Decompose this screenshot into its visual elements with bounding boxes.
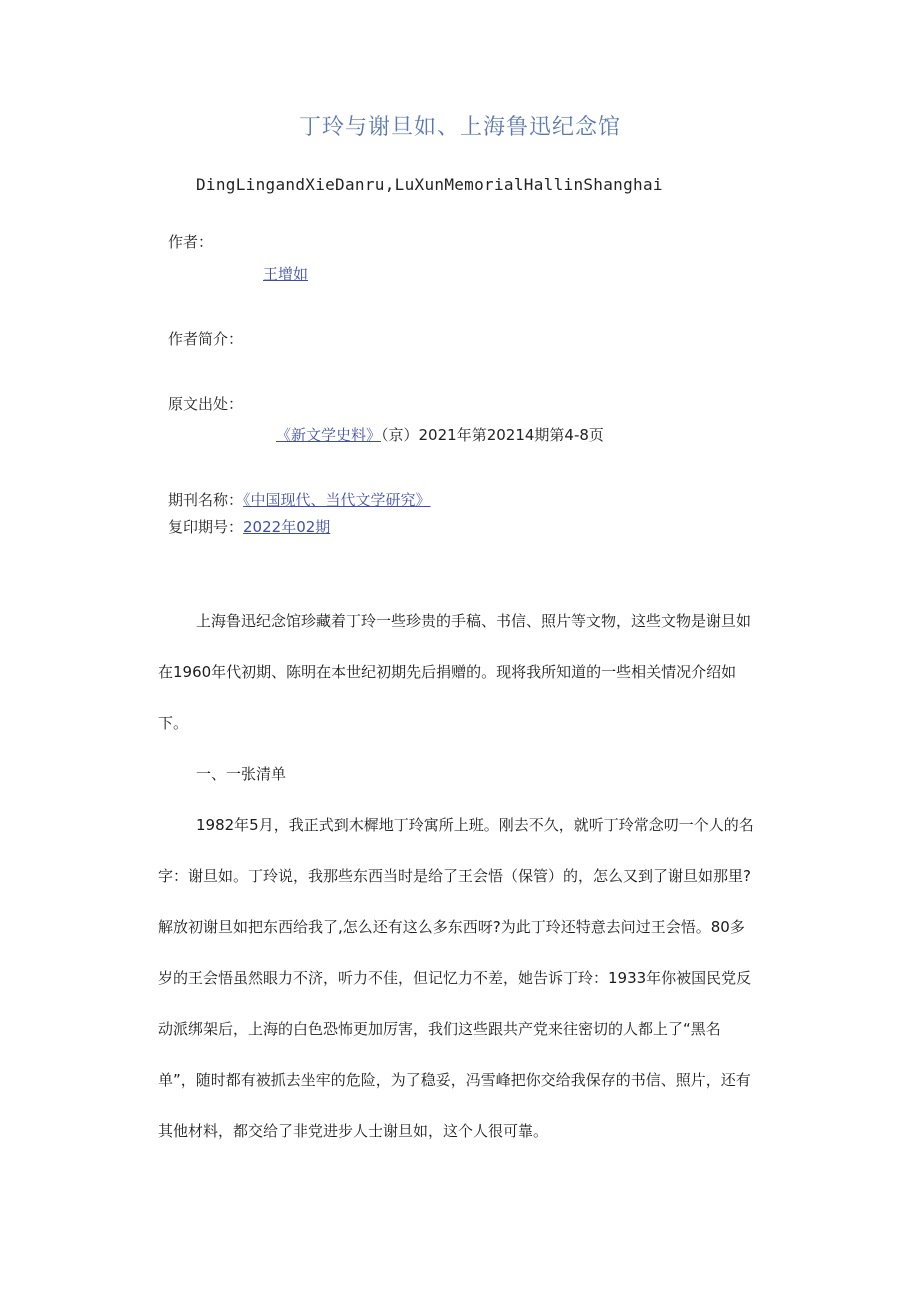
article-body	[158, 596, 758, 1157]
journal-name-row	[168, 489, 431, 510]
article-title: 丁玲与谢旦如、上海鲁迅纪念馆	[298, 115, 621, 140]
reprint-issue-row	[168, 516, 330, 537]
body-paragraph-2: 1982年5月，我正式到木樨地丁玲寓所上班。刚去不久，就听丁玲常念叨一个人的名字：谢旦如。丁玲说，我那些东西当时是给了王会悟（保管）的，怎么又到了谢旦如那里?解放初谢旦如把东西给我了,怎么还有这么多东西呀?为此丁玲还特意去问过王会悟。80多岁的王会悟虽然眼力不济，听力不佳，但记忆力不差，她告诉丁玲：1933年你被国民党反动派绑架后，上海的白色恐怖更加厉害，我们这些跟共产党来往密切的人都上了“黑名单”，随时都有被抓去坐牢的危险，为了稳妥，冯雪峰把你交给我保存的书信、照片，还有其他材料，都交给了非党进步人士谢旦如，这个人很可靠。	[158, 816, 754, 1140]
author-link[interactable]: 王增如	[263, 265, 309, 283]
reprint-issue-label: 复印期号：	[168, 518, 244, 536]
source-label: 原文出处：	[168, 395, 244, 413]
section-heading-1: 一、一张清单	[196, 765, 287, 783]
journal-name-link[interactable]: 《中国现代、当代文学研究》	[243, 491, 431, 509]
author-label: 作者：	[168, 233, 214, 251]
journal-name-label: 期刊名称：	[168, 491, 244, 509]
source-journal-link[interactable]: 《新文学史料》	[276, 426, 382, 444]
body-paragraph-1: 上海鲁迅纪念馆珍藏着丁玲一些珍贵的手稿、书信、照片等文物，这些文物是谢旦如在1960年代初期、陈明在本世纪初期先后捐赠的。现将我所知道的一些相关情况介绍如下。	[158, 612, 752, 732]
author-bio-label: 作者简介：	[168, 330, 244, 348]
source-detail: （京）2021年第20214期第4-8页	[381, 426, 604, 444]
article-subtitle: DingLingandXieDanru,LuXunMemorialHallinShanghai	[196, 175, 663, 194]
source-line	[276, 424, 604, 445]
reprint-issue-link[interactable]: 2022年02期	[243, 518, 331, 536]
